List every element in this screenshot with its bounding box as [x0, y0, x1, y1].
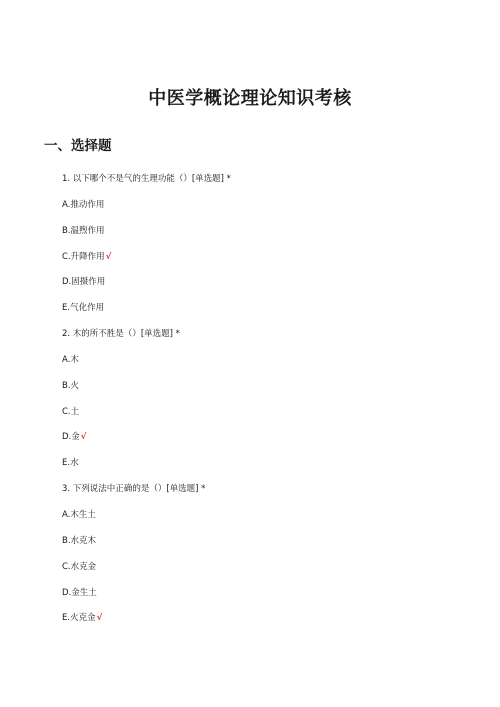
option-item[interactable]	[62, 610, 231, 636]
option-item[interactable]	[62, 507, 231, 533]
option-item[interactable]	[62, 585, 231, 611]
option-item[interactable]	[62, 300, 231, 326]
option-label: B.温煦作用	[62, 225, 105, 236]
option-label: E.火克金	[62, 613, 96, 624]
option-label: C.升降作用	[62, 251, 105, 262]
option-label: D.固摄作用	[62, 277, 106, 288]
question-stem: 1. 以下哪个不是气的生理功能（）[单选题] *	[62, 174, 231, 184]
option-item[interactable]	[62, 197, 231, 223]
document-title: 中医学概论理论知识考核	[148, 88, 352, 109]
option-label: C.水克金	[62, 561, 97, 572]
option-label: A.木生土	[62, 509, 96, 520]
option-label: B.火	[62, 380, 80, 391]
correct-mark-icon: √	[96, 613, 103, 624]
option-label: E.水	[62, 458, 79, 469]
option-item[interactable]	[62, 429, 231, 455]
option-label: D.金生土	[62, 587, 97, 598]
option-item[interactable]	[62, 533, 231, 559]
option-item[interactable]	[62, 352, 231, 378]
option-label: B.水克木	[62, 535, 97, 546]
section-title: 一、选择题	[44, 138, 112, 154]
option-label: E.气化作用	[62, 303, 105, 314]
option-item[interactable]	[62, 559, 231, 585]
question-stem: 2. 木的所不胜是（）[单选题] *	[62, 329, 180, 340]
option-item[interactable]	[62, 249, 231, 275]
option-label: A.木	[62, 354, 79, 365]
option-label: D.金	[62, 432, 80, 443]
option-item[interactable]	[62, 223, 231, 249]
option-item[interactable]	[62, 378, 231, 404]
option-item[interactable]	[62, 455, 231, 481]
question-list	[62, 171, 231, 636]
option-item[interactable]	[62, 274, 231, 300]
option-label: A.推动作用	[62, 199, 105, 210]
correct-mark-icon: √	[80, 432, 87, 443]
correct-mark-icon: √	[105, 251, 112, 262]
question-stem: 3. 下列说法中正确的是（）[单选题] *	[62, 484, 206, 495]
option-item[interactable]	[62, 404, 231, 430]
option-label: C.土	[62, 406, 80, 417]
